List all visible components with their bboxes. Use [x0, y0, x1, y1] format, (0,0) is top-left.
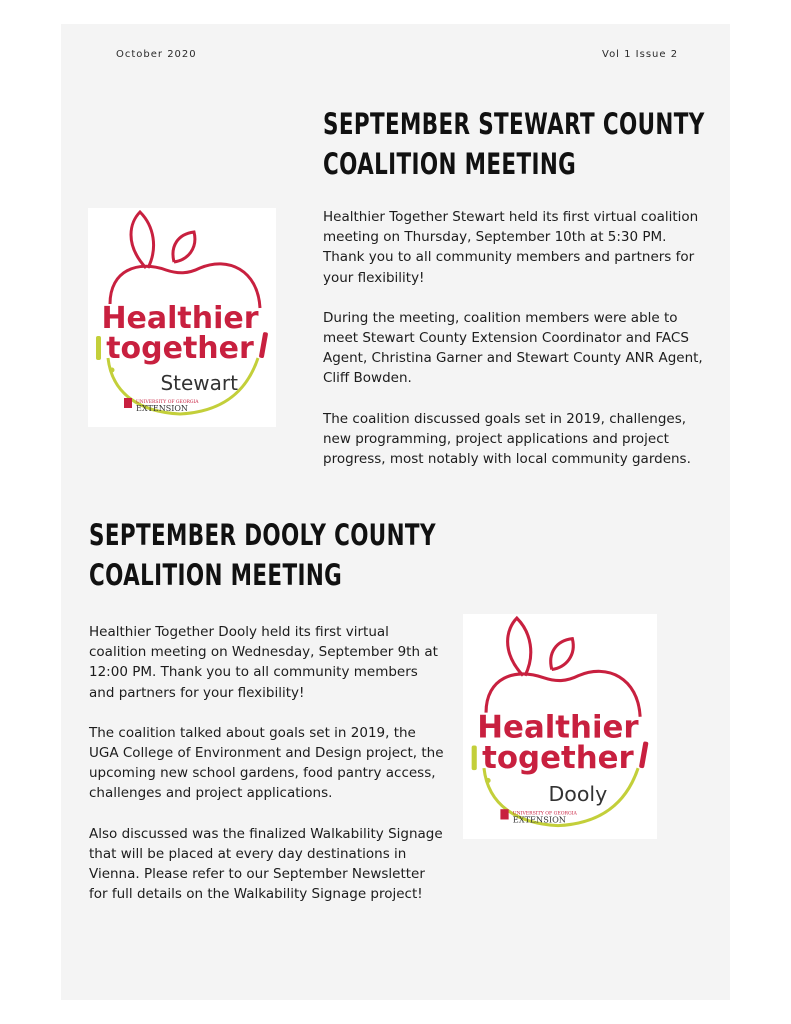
- stewart-section-body: [323, 207, 707, 469]
- stewart-paragraph-3: The coalition discussed goals set in 2019, challenges, new programming, project applications and project progress, most notably with local community gardens.: [323, 410, 691, 468]
- stewart-paragraph-1: Healthier Together Stewart held its first virtual coalition meeting on Thursday, September 10th at 5:30 PM. Thank you to all community members and partners for your flexibility!: [323, 209, 699, 286]
- dooly-section-body: [89, 622, 444, 904]
- dooly-paragraph-3: Also discussed was the finalized Walkability Signage that will be placed at every day destinations in Vienna. Please refer to our September Newsletter for full details on the Walkability Signage project!: [89, 825, 443, 903]
- dooly-section-title: [89, 515, 436, 595]
- dooly-paragraph-2: The coalition talked about goals set in 2019, the UGA College of Environment and Design project, the upcoming new school gardens, food pantry access, challenges and project applications.: [89, 724, 444, 802]
- healthier-together-dooly-logo: [463, 614, 657, 839]
- stewart-logo-county: Stewart: [160, 371, 238, 395]
- issue-date: October 2020: [116, 49, 197, 60]
- stewart-title-line-2: COALITION MEETING: [323, 147, 577, 181]
- healthier-together-stewart-logo: [88, 208, 276, 427]
- dooly-logo-county: Dooly: [548, 781, 608, 806]
- dooly-logo-word-healthier: Healthier: [477, 709, 639, 746]
- stewart-title-line-1: SEPTEMBER STEWART COUNTY: [323, 107, 705, 141]
- dooly-apple-logo-icon: [463, 614, 657, 839]
- stewart-apple-logo-icon: [88, 208, 276, 427]
- dooly-title-line-2: COALITION MEETING: [89, 558, 343, 592]
- stewart-logo-word-together: together: [106, 331, 254, 366]
- dooly-logo-org-small: UNIVERSITY OF GEORGIA: [512, 811, 577, 817]
- dooly-title-line-1: SEPTEMBER DOOLY COUNTY: [89, 518, 436, 552]
- stewart-logo-org-small: UNIVERSITY OF GEORGIA: [136, 400, 199, 405]
- dooly-paragraph-1: Healthier Together Dooly held its first virtual coalition meeting on Wednesday, September 9th at 12:00 PM. Thank you to all community members and partners for your flexibility!: [89, 624, 438, 701]
- stewart-paragraph-2: During the meeting, coalition members were able to meet Stewart County Extension Coordinator and FACS Agent, Christina Garner and Stewart County ANR Agent, Cliff Bowden.: [323, 309, 703, 387]
- stewart-section-title: [323, 104, 705, 184]
- issue-number: Vol 1 Issue 2: [602, 49, 679, 60]
- stewart-logo-org: EXTENSION: [136, 404, 188, 413]
- dooly-logo-word-together: together: [482, 740, 634, 777]
- stewart-logo-word-healthier: Healthier: [101, 301, 259, 336]
- dooly-logo-org: EXTENSION: [512, 814, 566, 825]
